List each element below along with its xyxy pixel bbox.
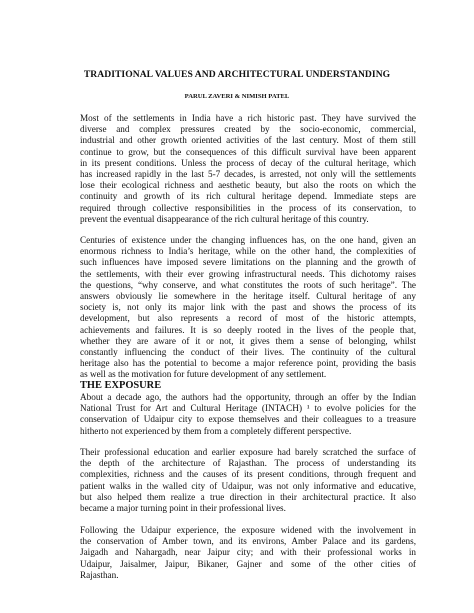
text-line: Most of the settlements in India have a rich historic past. They have survived the	[80, 113, 416, 123]
paragraph-2	[80, 235, 416, 381]
text-line: in its present conditions. Unless the process of decay of the cultural heritage, which	[80, 157, 416, 168]
text-line: About a decade ago, the authors had the opportunity, through an offer by the Indian	[80, 392, 416, 402]
text-line: whether they are aware of it or not, it gives them a sense of belonging, whilst	[80, 335, 416, 346]
text-line: the conservation of Amber town, and its environs, Amber Palace and its gardens,	[80, 536, 416, 547]
text-line: required through collective responsibilities in the process of its conservation, to	[80, 202, 416, 213]
text-line: complexities, richness and the causes of its present conditions, through frequent and	[80, 469, 416, 480]
text-line: Udaipur, Jaisalmer, Jaipur, Bikaner, Gajner and some of the other cities of	[80, 558, 416, 569]
section-paragraph-3	[80, 525, 416, 581]
text-line: continuity and growth of its rich cultural heritage depend. Immediate steps are	[80, 191, 416, 202]
text-line: diverse and complex pressures created by the socio-economic, commercial,	[80, 124, 416, 135]
text-line: industrial and other growth oriented activities of the last century. Most of them still	[80, 135, 416, 146]
text-line: continue to grow, but the consequences of this difficult survival have been apparent	[80, 146, 416, 157]
text-line: the questions, “why conserve, and what constitutes the roots of such heritage”. The	[80, 279, 416, 290]
text-line: Their professional education and earlier exposure had barely scratched the surface of	[80, 447, 416, 457]
text-line: prevent the eventual disappearance of the rich cultural heritage of this country.	[80, 213, 369, 224]
section-paragraph-1	[80, 392, 416, 437]
text-line: Jaigadh and Nahargadh, near Jaipur city; and with their professional works in	[80, 547, 416, 558]
text-line: conservation of Udaipur city to expose themselves and their colleagues to a treasure	[80, 414, 416, 425]
section-paragraph-2	[80, 447, 416, 514]
paragraph-1	[80, 113, 416, 225]
text-line: Rajasthan.	[80, 569, 119, 580]
text-line: became a major turning point in their professional lives.	[80, 503, 286, 514]
text-line: constantly influencing the conduct of their lives. The continuity of the cultural	[80, 347, 416, 358]
text-line: Centuries of existence under the changing influences has, on the one hand, given an	[80, 235, 416, 245]
text-line: but also helped them realize a true direction in their architectural practice. It also	[80, 491, 416, 502]
text-line: National Trust for Art and Cultural Heritage (INTACH) ¹ to evolve policies for the	[80, 403, 416, 414]
text-line: Following the Udaipur experience, the exposure widened with the involvement in	[80, 525, 416, 535]
text-line: the depth of the architecture of Rajasthan. The process of understanding its	[80, 458, 416, 469]
text-line: the settlements, with their ever growing infrastructural needs. This dichotomy raises	[80, 268, 416, 279]
text-line: has increased rapidly in the last 5-7 decades, is arrested, not only will the settlements	[80, 169, 416, 180]
text-line: enormous richness to India’s heritage, while on the other hand, the complexities of	[80, 246, 416, 257]
text-line: as well as the motivation for future development of any settlement.	[80, 369, 327, 380]
text-line: heritage also has the potential to become a major reference point, providing the basis	[80, 358, 416, 369]
text-line: lose their ecological richness and aesthetic beauty, but also the roots on which the	[80, 180, 416, 191]
text-line: development, but also represents a record of most of the historic attempts,	[80, 313, 416, 324]
text-line: such influences have imposed severe limitations on the planning and the growth of	[80, 257, 416, 268]
paper-title: TRADITIONAL VALUES AND ARCHITECTURAL UNDERSTANDING	[83, 69, 391, 80]
text-line: achievements and failures. It is so deeply rooted in the lives of the people that,	[80, 324, 416, 335]
text-line: hitherto not experienced by them from a completely different perspective.	[80, 425, 352, 436]
text-line: patient walks in the walled city of Udaipur, was not only informative and educative,	[80, 480, 416, 491]
text-line: answers obviously lie somewhere in the heritage itself. Cultural heritage of any	[80, 291, 416, 302]
text-line: society is, not only its major link with the past and shows the process of its	[80, 302, 416, 313]
section-heading: THE EXPOSURE	[80, 380, 162, 391]
paper-authors: PARUL ZAVERI & NIMISH PATEL	[184, 93, 290, 100]
